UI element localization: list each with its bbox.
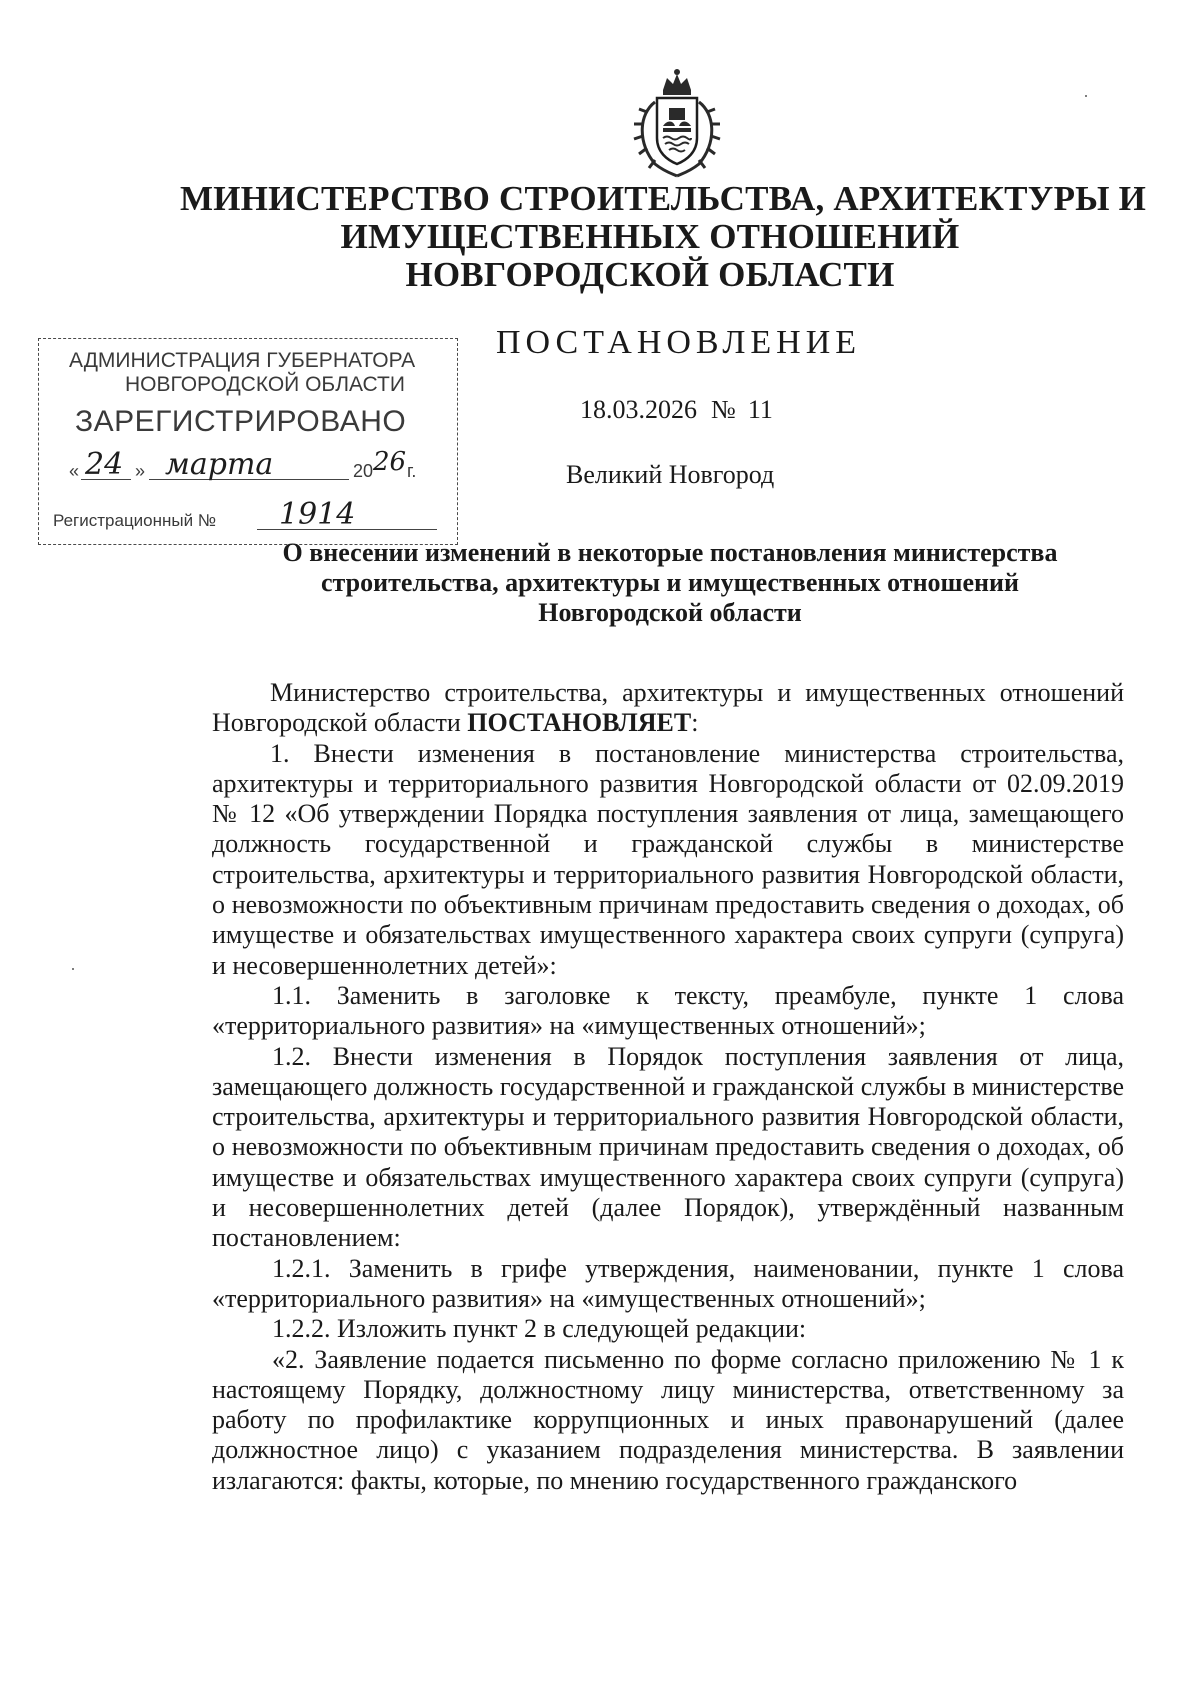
- stamp-year-handwritten: 26: [373, 447, 407, 477]
- ministry-title-line-1: МИНИСТЕРСТВО СТРОИТЕЛЬСТВА, АРХИТЕКТУРЫ И: [180, 179, 1147, 218]
- stamp-day-handwritten: 24: [85, 447, 124, 482]
- stamp-close-quote: »: [135, 461, 146, 481]
- document-type: ПОСТАНОВЛЕНИЕ: [496, 324, 862, 361]
- document-body: [212, 678, 1124, 1496]
- stamp-month-handwritten: марта: [165, 447, 274, 482]
- stamp-open-quote: «: [69, 461, 80, 481]
- ministry-header: [180, 179, 1147, 294]
- ministry-title-line-2: ИМУЩЕСТВЕННЫХ ОТНОШЕНИЙ: [340, 217, 960, 256]
- scan-speck: [1085, 95, 1087, 97]
- ministry-title-line-3: НОВГОРОДСКОЙ ОБЛАСТИ: [405, 255, 895, 294]
- title-line-3: Новгородской области: [538, 598, 802, 627]
- stamp-reg-number-handwritten: 1914: [279, 497, 356, 532]
- preamble-colon: :: [691, 708, 699, 738]
- paragraph-1: 1. Внести изменения в постановление министерства строительства, архитектуры и территориального развития Новгородской области от 02.09.2019 № 12 «Об утверждении Порядка поступления заявления от лица, замещающего должность государственной и гражданской службы в министерстве строительства, архитектуры и территориального развития Новгородской области, о невозможности по объективным причинам предоставить сведения о доходах, об имуществе и обязательствах имущественного характера своих супруги (супруга) и несовершеннолетних детей»:: [212, 738, 1124, 980]
- stamp-reg-number-row: [53, 499, 443, 533]
- paragraph-quote-2: «2. Заявление подается письменно по форме согласно приложению № 1 к настоящему Порядку, должностному лицу министерства, ответственному за работу по профилактике коррупционных и иных правонарушений (далее должностное лицо) с указанием подразделения министерства. В заявлении излагаются: факты, которые, по мнению государственного гражданского: [212, 1344, 1124, 1495]
- title-line-2: строительства, архитектуры и имущественных отношений: [321, 568, 1019, 597]
- paragraph-1-2-1: 1.2.1. Заменить в грифе утверждения, наименовании, пункте 1 слова «территориального развития» на «имущественных отношений»;: [212, 1253, 1124, 1313]
- stamp-year-prefix: 20: [353, 461, 374, 481]
- number-sign: №: [711, 395, 736, 424]
- document-date: 18.03.2026: [580, 395, 697, 424]
- coat-of-arms-emblem: [625, 68, 729, 180]
- paragraph-1-2: 1.2. Внести изменения в Порядок поступления заявления от лица, замещающего должность государственной и гражданской службы в министерстве строительства, архитектуры и территориального развития Новгородской области, о невозможности по объективным причинам предоставить сведения о доходах, об имуществе и обязательствах имущественного характера своих супруги (супруга) и несовершеннолетних детей (далее Порядок), утверждённый названным постановлением:: [212, 1041, 1124, 1253]
- document-date-number: [580, 395, 773, 425]
- preamble-paragraph: [212, 678, 1124, 739]
- preamble-decree-word: ПОСТАНОВЛЯЕТ: [467, 708, 692, 738]
- document-city: Великий Новгород: [566, 460, 775, 489]
- document-number: 11: [747, 395, 773, 424]
- title-line-1: О внесении изменений в некоторые постановления министерства: [282, 538, 1058, 567]
- stamp-org-line-1: АДМИНИСТРАЦИЯ ГУБЕРНАТОРА: [69, 349, 416, 372]
- paragraph-1-2-2: 1.2.2. Изложить пункт 2 в следующей редакции:: [272, 1314, 807, 1344]
- stamp-status: ЗАРЕГИСТРИРОВАНО: [75, 405, 407, 438]
- document-title: [200, 538, 1140, 628]
- registration-stamp: [38, 338, 458, 545]
- stamp-org-line-2: НОВГОРОДСКОЙ ОБЛАСТИ: [125, 373, 405, 396]
- paragraph-1-1: 1.1. Заменить в заголовке к тексту, преамбуле, пункте 1 слова «территориального развития» на «имущественных отношений»;: [212, 980, 1124, 1041]
- stamp-reg-label: Регистрационный №: [53, 511, 217, 530]
- stamp-date-row: [69, 447, 439, 485]
- preamble-text: Министерство строительства, архитектуры и имущественных отношений Новгородской области: [212, 678, 1124, 738]
- stamp-year-suffix: г.: [407, 461, 417, 481]
- scan-speck: [72, 968, 74, 970]
